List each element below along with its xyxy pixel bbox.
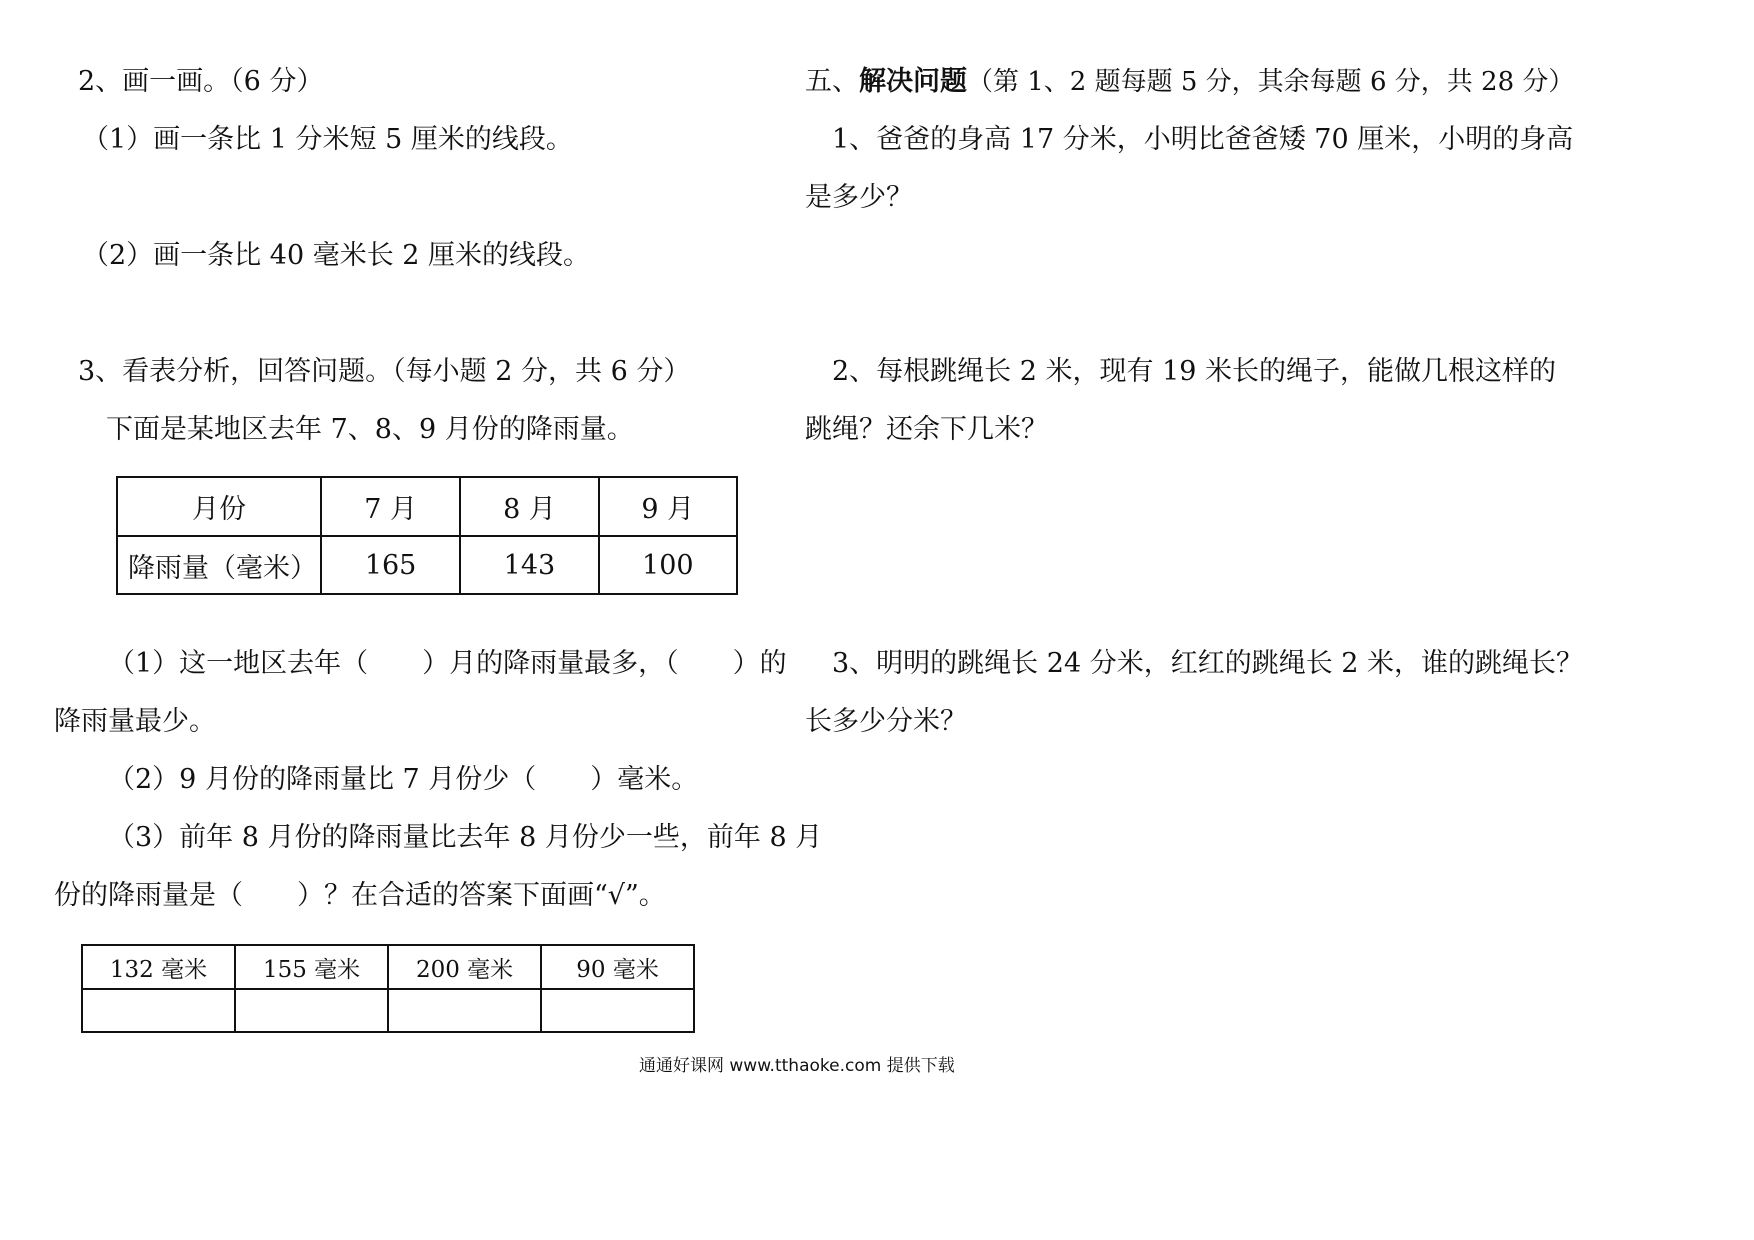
table-cell-august: 143 [460,536,598,594]
answer-mark-cell-132[interactable] [82,989,235,1032]
table-row-label: 降雨量（毫米） [117,536,321,594]
table-cell-july: 165 [321,536,460,594]
footer-source: 通通好课网 www.tthaoke.com 提供下载 [639,1056,955,1076]
section-5-heading: 解决问题 [859,66,967,97]
question-3-part-1-line-2: 降雨量最少。 [54,706,216,737]
answer-option-200: 200 毫米 [388,945,541,989]
problem-2-line-1: 2、每根跳绳长 2 米，现有 19 米长的绳子，能做几根这样的 [832,356,1557,387]
table-header-september: 9 月 [599,477,737,536]
table-header-month: 月份 [117,477,321,536]
problem-2-line-2: 跳绳？还余下几米？ [805,414,1048,445]
section-5-prefix: 五、 [805,66,859,97]
question-3-title: 3、看表分析，回答问题。（每小题 2 分，共 6 分） [78,356,691,387]
section-5-title [805,66,1574,98]
question-2-title: 2、画一画。（6 分） [78,66,324,97]
answer-option-132: 132 毫米 [82,945,235,989]
table-header-august: 8 月 [460,477,598,536]
table-cell-september: 100 [599,536,737,594]
answer-mark-cell-90[interactable] [541,989,694,1032]
table-header-july: 7 月 [321,477,460,536]
question-2-part-2: （2）画一条比 40 毫米长 2 厘米的线段。 [82,240,591,271]
question-2-part-1: （1）画一条比 1 分米短 5 厘米的线段。 [82,124,573,155]
answer-choice-table [81,944,695,1033]
problem-3-line-2: 长多少分米？ [805,706,967,737]
problem-1-line-1: 1、爸爸的身高 17 分米，小明比爸爸矮 70 厘米，小明的身高 [832,124,1574,155]
problem-3-line-1: 3、明明的跳绳长 24 分米，红红的跳绳长 2 米，谁的跳绳长？ [832,648,1584,679]
answer-mark-cell-200[interactable] [388,989,541,1032]
problem-1-line-2: 是多少？ [805,182,913,213]
question-3-part-1-line-1: （1）这一地区去年（ ）月的降雨量最多，（ ）的 [108,648,787,679]
question-3-part-2: （2）9 月份的降雨量比 7 月份少（ ）毫米。 [108,764,699,795]
answer-option-155: 155 毫米 [235,945,388,989]
answer-option-90: 90 毫米 [541,945,694,989]
question-3-part-3-line-2: 份的降雨量是（ ）？在合适的答案下面画“√”。 [54,880,666,911]
answer-mark-cell-155[interactable] [235,989,388,1032]
rainfall-table [116,476,738,595]
question-3-intro: 下面是某地区去年 7、8、9 月份的降雨量。 [106,414,634,445]
section-5-points: （第 1、2 题每题 5 分，其余每题 6 分，共 28 分） [967,67,1575,97]
question-3-part-3-line-1: （3）前年 8 月份的降雨量比去年 8 月份少一些，前年 8 月 [108,822,823,853]
